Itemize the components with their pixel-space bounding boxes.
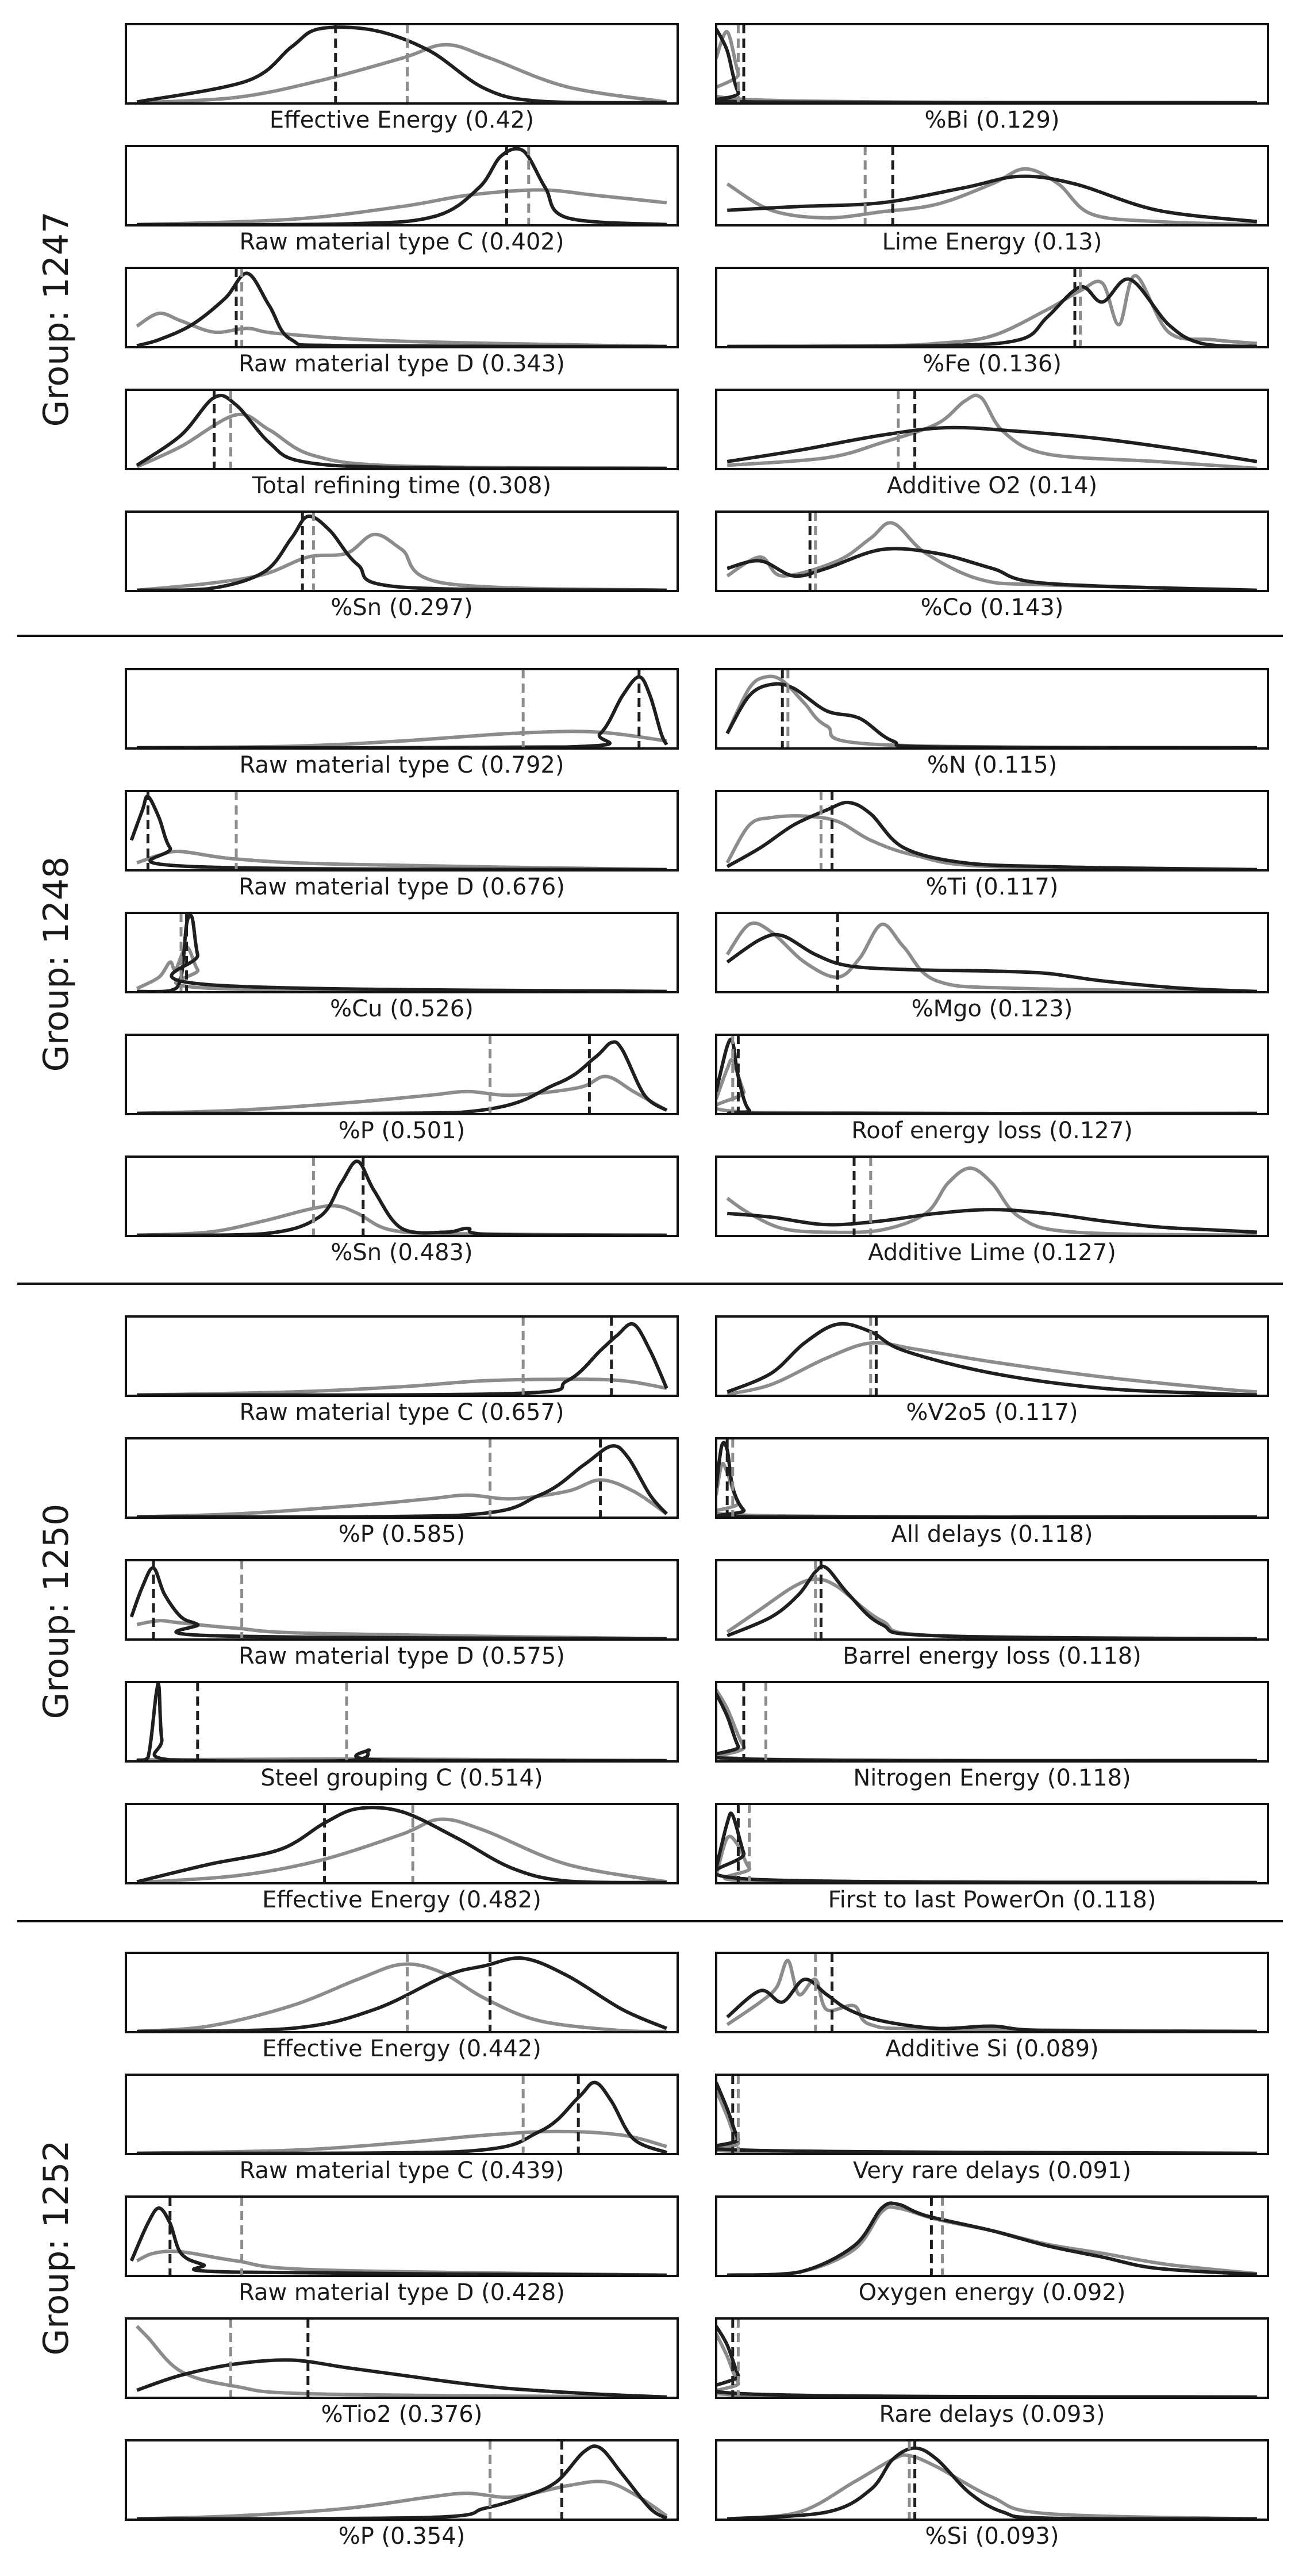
- density-panel-g2-left-1: [126, 1438, 678, 1548]
- panel-title: Raw material type D (0.428): [239, 2279, 565, 2306]
- overall-density-line: [713, 2334, 1257, 2397]
- panel-title: %P (0.501): [338, 1118, 466, 1144]
- overall-density-line: [137, 1206, 667, 1235]
- overall-density-line: [727, 676, 1257, 747]
- panel-frame: [716, 791, 1268, 870]
- density-panel-g3-left-3: [126, 2318, 678, 2428]
- group-density-line: [137, 1161, 667, 1235]
- group-density-line: [727, 1210, 1257, 1232]
- density-panel-g1-right-3: [714, 1035, 1268, 1144]
- panel-frame: [126, 268, 678, 347]
- density-panel-g2-right-0: [716, 1316, 1268, 1426]
- group-label: Group: 1250: [36, 1503, 76, 1719]
- panel-frame: [126, 146, 678, 225]
- group-density-line: [137, 1684, 667, 1761]
- overall-density-line: [713, 1464, 1257, 1517]
- overall-density-line: [709, 32, 1257, 103]
- density-panel-g1-left-1: [126, 791, 678, 900]
- panel-title: %Sn (0.297): [330, 594, 473, 621]
- group-density-line: [137, 396, 667, 469]
- group-density-line: [727, 548, 1257, 590]
- density-panel-g0-left-4: [126, 512, 678, 621]
- panel-title: Very rare delays (0.091): [852, 2157, 1132, 2184]
- density-panel-g3-left-4: [126, 2440, 678, 2550]
- panel-title: %Fe (0.136): [923, 351, 1062, 377]
- group-density-line: [132, 2208, 667, 2275]
- density-panel-g3-left-2: [126, 2197, 678, 2306]
- group-density-line: [727, 803, 1257, 870]
- panel-frame: [716, 669, 1268, 748]
- overall-density-line: [137, 2327, 667, 2397]
- overall-density-line: [137, 1076, 667, 1113]
- panel-frame: [716, 913, 1268, 992]
- overall-density-line: [727, 2207, 1257, 2275]
- density-panel-g1-left-0: [126, 669, 678, 778]
- overall-density-line: [716, 1690, 1257, 1761]
- density-panel-g2-left-3: [126, 1682, 678, 1791]
- panel-frame: [716, 1438, 1268, 1518]
- panel-frame: [126, 1035, 678, 1114]
- panel-frame: [126, 1682, 678, 1761]
- overall-density-line: [727, 1168, 1257, 1235]
- panel-title: Raw material type D (0.575): [239, 1643, 565, 1669]
- panel-frame: [126, 669, 678, 748]
- group-label: Group: 1252: [36, 2140, 76, 2356]
- panel-frame: [716, 1682, 1268, 1761]
- panel-frame: [126, 913, 678, 992]
- overall-density-line: [727, 1579, 1257, 1639]
- overall-density-line: [727, 1960, 1257, 2031]
- panel-frame: [716, 24, 1268, 103]
- density-panel-g3-right-3: [709, 2318, 1268, 2428]
- panel-title: %Co (0.143): [920, 594, 1064, 621]
- panel-title: Effective Energy (0.442): [262, 2036, 541, 2062]
- overall-density-line: [727, 275, 1257, 346]
- group-density-line: [727, 684, 1257, 748]
- overall-density-line: [137, 313, 667, 347]
- overall-density-line: [727, 816, 1257, 870]
- density-panel-g1-left-3: [126, 1035, 678, 1144]
- density-panel-g2-left-0: [126, 1316, 678, 1426]
- group-density-line: [137, 1958, 667, 2032]
- density-panel-g2-right-3: [709, 1682, 1268, 1791]
- group-density-line: [137, 2360, 667, 2397]
- panel-frame: [126, 1157, 678, 1236]
- panel-title: %P (0.354): [338, 2523, 466, 2550]
- panel-title: Lime Energy (0.13): [882, 229, 1102, 255]
- panel-frame: [716, 2318, 1268, 2398]
- panel-title: Nitrogen Energy (0.118): [853, 1765, 1131, 1791]
- panel-title: Barrel energy loss (0.118): [843, 1643, 1142, 1669]
- panel-title: %Sn (0.483): [330, 1239, 473, 1266]
- panel-title: Raw material type C (0.402): [239, 229, 564, 255]
- group-density-line: [709, 2327, 1257, 2397]
- density-panel-g1-left-4: [126, 1157, 678, 1266]
- group-density-line: [137, 677, 667, 748]
- panel-frame: [716, 512, 1268, 591]
- panel-title: Additive O2 (0.14): [886, 473, 1098, 499]
- density-panel-g2-right-1: [713, 1438, 1268, 1548]
- group-density-line: [137, 516, 667, 590]
- panel-title: %Mgo (0.123): [911, 996, 1073, 1022]
- density-panel-g1-left-2: [126, 913, 678, 1022]
- panel-title: Raw material type C (0.657): [239, 1399, 564, 1426]
- density-panel-g3-right-4: [716, 2440, 1268, 2550]
- density-panel-g3-left-1: [126, 2075, 678, 2184]
- group-density-line: [727, 1567, 1257, 1639]
- group-density-line: [714, 1813, 1257, 1883]
- group-label: Group: 1247: [36, 211, 76, 427]
- panel-frame: [716, 1804, 1268, 1883]
- panel-title: %V2o5 (0.117): [906, 1399, 1078, 1426]
- overall-density-line: [713, 2090, 1257, 2153]
- group-density-line: [137, 1042, 667, 1113]
- panel-title: Oxygen energy (0.092): [858, 2279, 1126, 2306]
- panel-frame: [126, 2318, 678, 2398]
- group-density-line: [137, 149, 667, 225]
- overall-density-line: [137, 414, 667, 469]
- panel-title: %Cu (0.526): [330, 996, 474, 1022]
- density-panel-g0-left-1: [126, 146, 678, 255]
- density-panel-g0-right-0: [709, 24, 1268, 133]
- panel-title: Total refining time (0.308): [252, 473, 552, 499]
- panel-title: Additive Si (0.089): [885, 2036, 1099, 2062]
- panel-title: Effective Energy (0.482): [262, 1887, 541, 1913]
- panel-title: Raw material type D (0.676): [239, 874, 565, 900]
- density-panel-g0-right-2: [716, 268, 1268, 377]
- group-density-line: [137, 273, 667, 346]
- density-panel-g2-left-2: [126, 1560, 678, 1669]
- panel-frame: [126, 791, 678, 870]
- panel-frame: [126, 2197, 678, 2276]
- panel-frame: [126, 1560, 678, 1640]
- group-density-line: [709, 2083, 1257, 2153]
- density-panel-g0-right-1: [716, 146, 1268, 255]
- group-density-line: [132, 1568, 667, 1638]
- panel-title: %N (0.115): [927, 752, 1058, 778]
- group-density-line: [727, 428, 1257, 462]
- density-panel-g1-right-2: [716, 913, 1268, 1022]
- panel-title: Raw material type C (0.439): [239, 2157, 564, 2184]
- overall-density-line: [727, 523, 1257, 590]
- density-panel-g3-left-0: [126, 1953, 678, 2062]
- group-density-line: [713, 29, 1257, 103]
- panel-frame: [716, 2075, 1268, 2154]
- density-panel-g3-right-2: [716, 2197, 1268, 2306]
- panel-title: %Ti (0.117): [925, 874, 1059, 900]
- overall-density-line: [137, 535, 667, 590]
- panel-title: %P (0.585): [338, 1521, 466, 1548]
- density-panel-g0-left-2: [126, 268, 678, 377]
- overall-density-line: [716, 1836, 1257, 1883]
- group-density-line: [132, 796, 667, 869]
- overall-density-line: [137, 1480, 667, 1517]
- group-density-line: [716, 1039, 1257, 1114]
- overall-density-line: [727, 169, 1257, 225]
- panel-title: Effective Energy (0.42): [269, 107, 535, 133]
- overall-density-line: [727, 396, 1257, 469]
- panel-title: Raw material type D (0.343): [239, 351, 565, 377]
- overall-density-line: [727, 923, 1257, 992]
- panel-title: %Bi (0.129): [924, 107, 1060, 133]
- density-panel-g1-right-1: [716, 791, 1268, 900]
- group-density-line: [137, 1446, 667, 1517]
- panel-title: Additive Lime (0.127): [868, 1239, 1116, 1266]
- panel-title: Steel grouping C (0.514): [260, 1765, 543, 1791]
- panel-title: Raw material type C (0.792): [239, 752, 564, 778]
- density-panel-g1-right-0: [716, 669, 1268, 778]
- density-panel-g1-right-4: [716, 1157, 1268, 1266]
- density-panel-g2-right-4: [714, 1804, 1268, 1913]
- panel-title: %Tio2 (0.376): [321, 2401, 483, 2428]
- overall-density-line: [137, 1379, 667, 1395]
- panel-frame: [126, 1438, 678, 1518]
- density-panel-g0-right-4: [716, 512, 1268, 621]
- overall-density-line: [727, 1343, 1257, 1395]
- overall-density-line: [714, 1060, 1257, 1114]
- density-panel-g3-right-1: [709, 2075, 1268, 2184]
- group-label: Group: 1248: [36, 856, 76, 1072]
- panel-title: All delays (0.118): [891, 1521, 1093, 1548]
- density-panel-g2-right-2: [716, 1560, 1268, 1669]
- density-panel-g2-left-4: [126, 1804, 678, 1913]
- panel-title: Rare delays (0.093): [879, 2401, 1105, 2428]
- panel-frame: [716, 1560, 1268, 1640]
- panel-title: %Si (0.093): [925, 2523, 1059, 2550]
- group-density-line: [137, 1807, 667, 1883]
- density-panel-g0-left-0: [126, 24, 678, 133]
- overall-density-line: [137, 2132, 667, 2153]
- panel-frame: [716, 2197, 1268, 2276]
- panel-title: Roof energy loss (0.127): [851, 1118, 1133, 1144]
- panel-title: First to last PowerOn (0.118): [828, 1887, 1156, 1913]
- group-density-line: [709, 1694, 1257, 1761]
- panel-frame: [716, 1035, 1268, 1114]
- group-density-line: [137, 1324, 667, 1395]
- density-panel-g0-left-3: [126, 390, 678, 499]
- overall-density-line: [137, 1819, 667, 1882]
- group-density-line: [137, 915, 667, 992]
- density-panel-g3-right-0: [716, 1953, 1268, 2062]
- density-panel-g0-right-3: [716, 390, 1268, 499]
- group-density-line: [716, 1443, 1257, 1518]
- panel-frame: [716, 1157, 1268, 1236]
- overall-density-line: [137, 45, 667, 103]
- overall-density-line: [137, 2481, 667, 2519]
